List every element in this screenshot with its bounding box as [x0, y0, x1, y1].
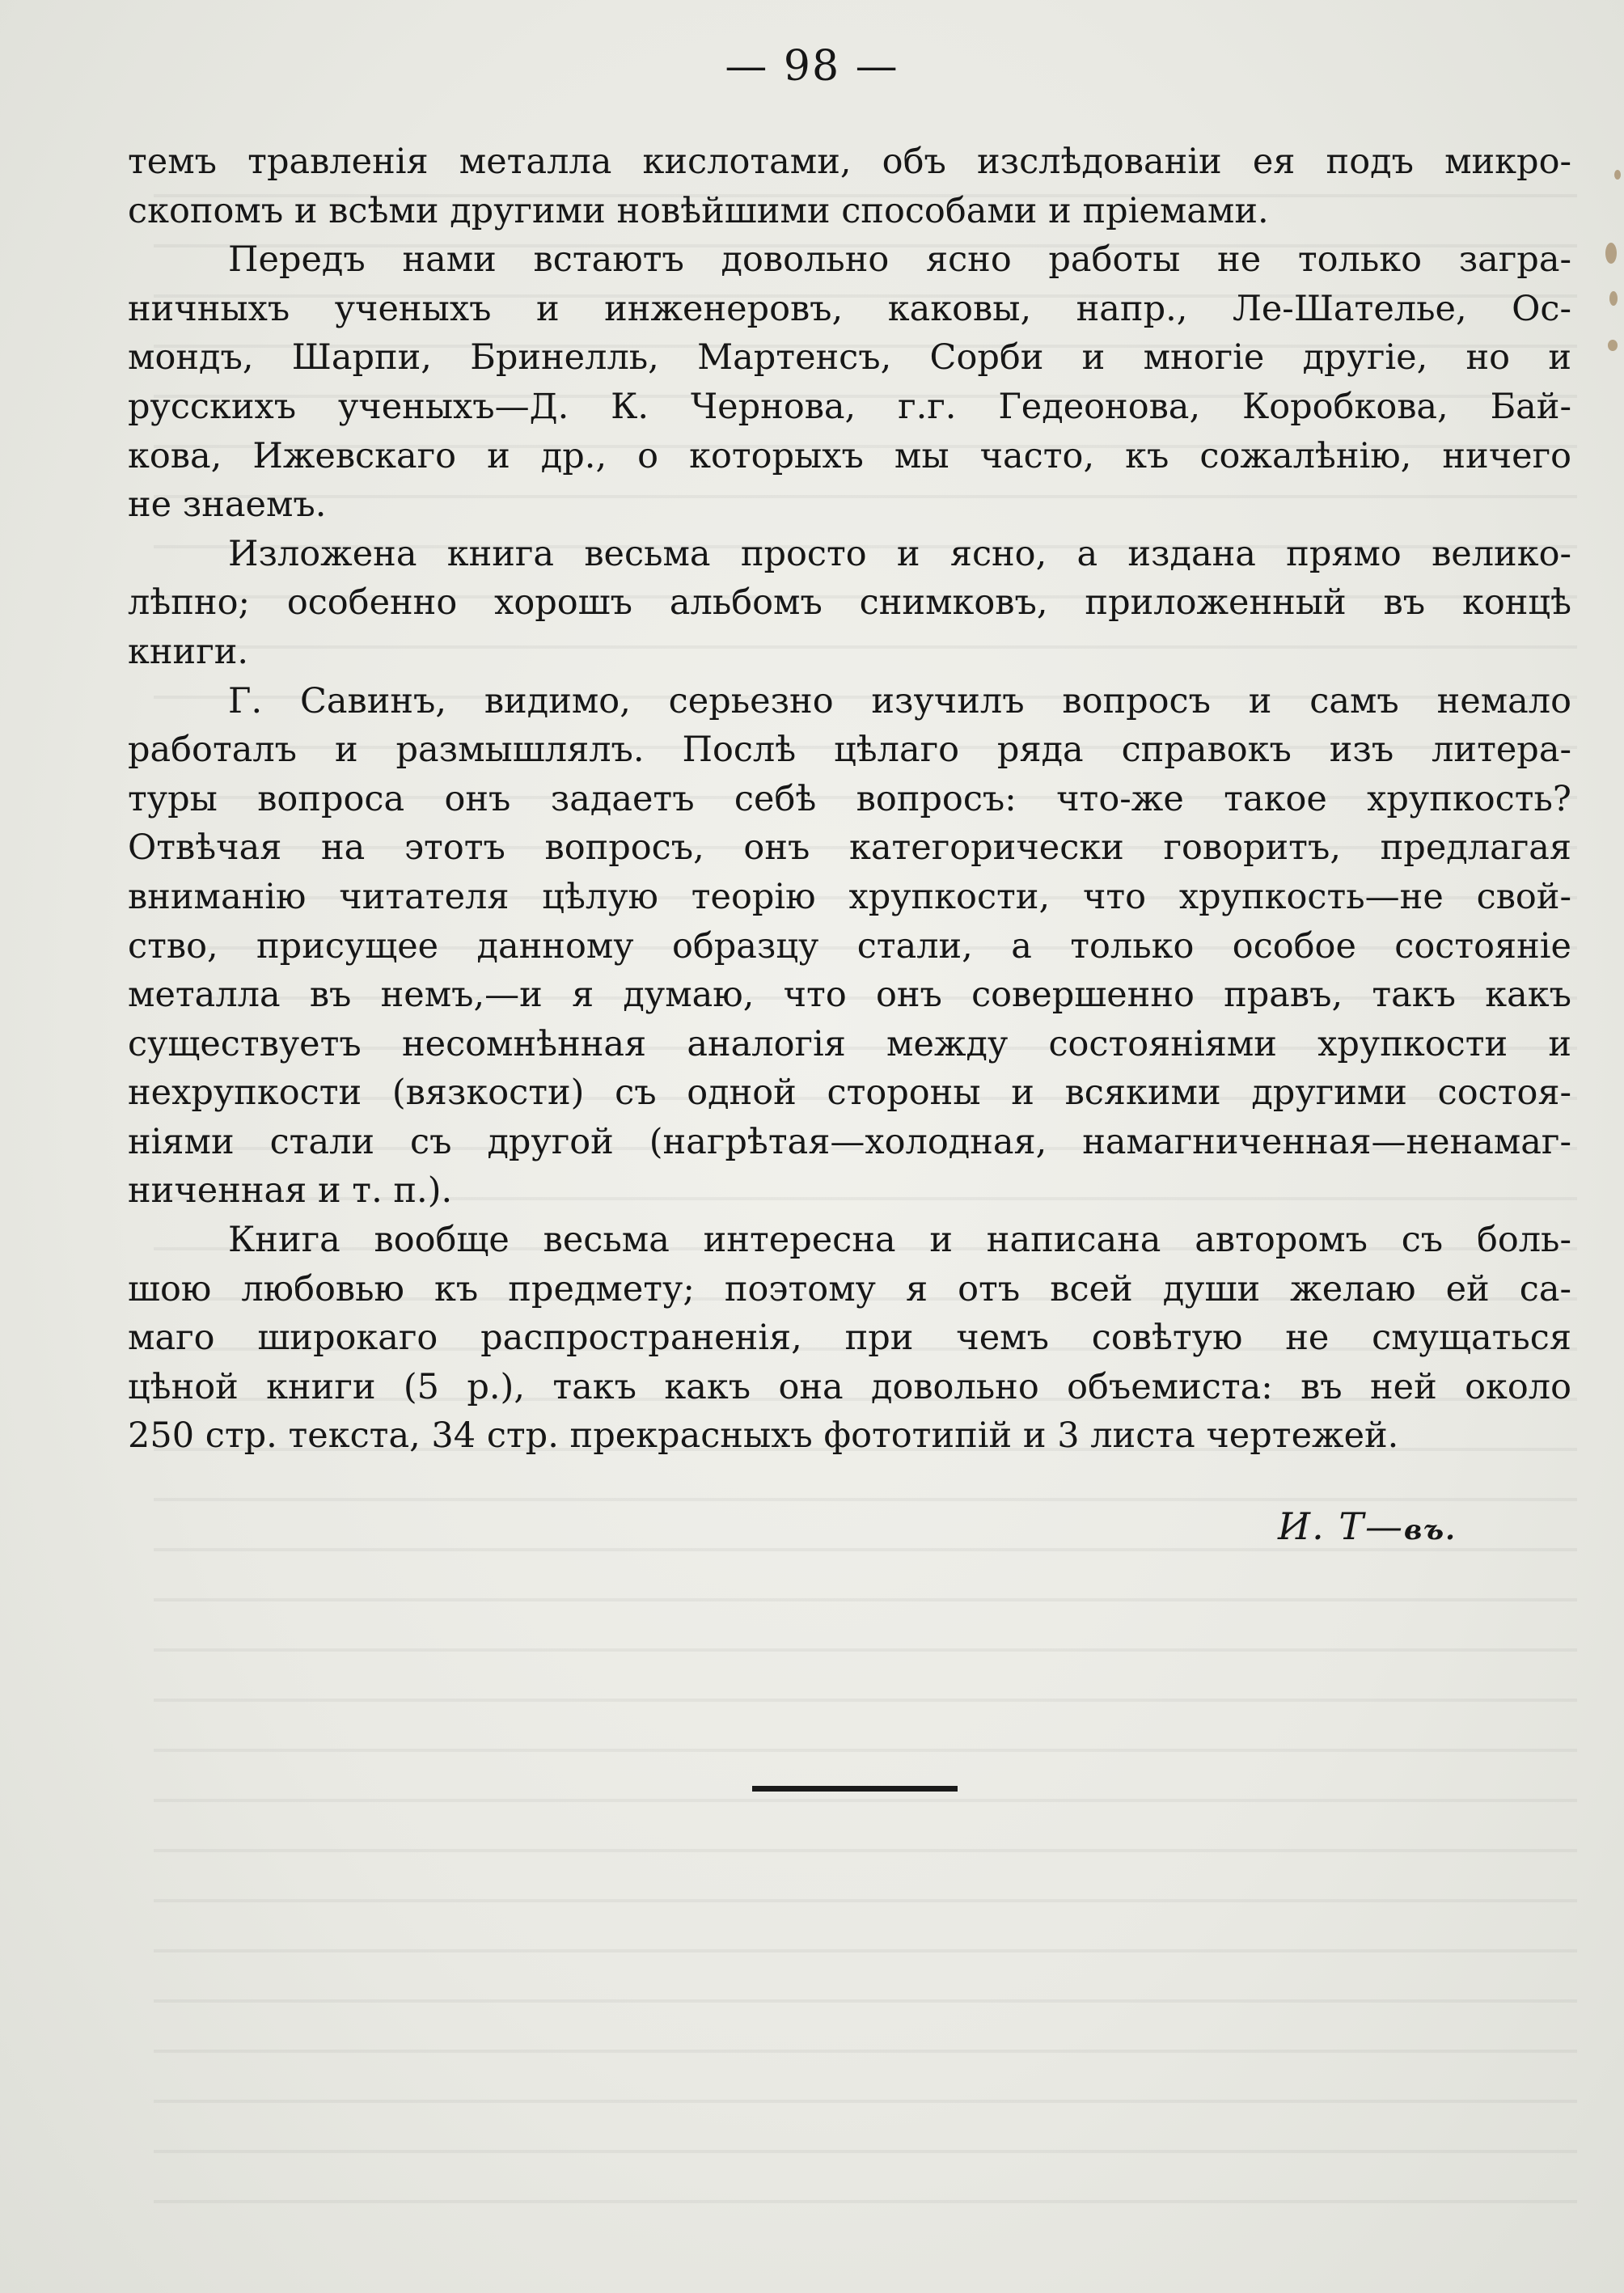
text-line — [128, 235, 1571, 285]
closing-rule — [752, 1786, 958, 1792]
page-number: — 98 — — [725, 42, 899, 91]
text-line: мондъ, Шарпи, Бринелль, Мартенсъ, Сорби и многіе другіе, но и — [128, 337, 1571, 379]
text-line: ніями стали съ другой (нагрѣтая—холодная, намагниченная—ненамаг- — [128, 1121, 1571, 1162]
text-line: не знаемъ. — [128, 484, 327, 526]
text-line: вниманію читателя цѣлую теорію хрупкости, что хрупкость—не свой- — [128, 876, 1571, 917]
signature-suffix: въ. — [1404, 1514, 1457, 1546]
text-line: скопомъ и всѣми другими новѣйшими способами и пріемами. — [128, 190, 1269, 231]
text-line: цѣной книги (5 р.), такъ какъ она довольно объемиста: въ ней около — [128, 1366, 1571, 1407]
text-line: нехрупкости (вязкости) съ одной стороны и всякими другими состоя- — [128, 1072, 1571, 1114]
text-line: шою любовью къ предмету; поэтому я отъ всей души желаю ей са- — [128, 1268, 1571, 1309]
author-signature — [1278, 1504, 1457, 1548]
signature-initials: И. Т— — [1278, 1504, 1405, 1548]
text-line-content: Изложена книга весьма просто и ясно, а издана прямо велико- — [228, 533, 1571, 574]
paragraph-4 — [128, 677, 1571, 1216]
paragraph-1 — [128, 137, 1571, 235]
paper-stain — [1605, 243, 1617, 264]
paper-stain — [1608, 340, 1618, 351]
text-line: лѣпно; особенно хорошъ альбомъ снимковъ, приложенный въ концѣ — [128, 582, 1571, 624]
text-line: книги. — [128, 631, 249, 672]
text-line: туры вопроса онъ задаетъ себѣ вопросъ: что-же такое хрупкость? — [128, 778, 1571, 819]
text-line — [128, 1216, 1571, 1265]
text-line: существуетъ несомнѣнная аналогія между состояніями хрупкости и — [128, 1023, 1571, 1064]
paper-stain — [1609, 291, 1618, 306]
paragraph-2 — [128, 235, 1571, 530]
text-line-content: Г. Савинъ, видимо, серьезно изучилъ вопросъ и самъ немало — [228, 680, 1571, 721]
text-line — [128, 677, 1571, 726]
text-line — [128, 530, 1571, 579]
paragraph-3 — [128, 530, 1571, 677]
text-line: работалъ и размышлялъ. Послѣ цѣлаго ряда справокъ изъ литера- — [128, 730, 1571, 771]
text-line-content: Книга вообще весьма интересна и написана авторомъ съ боль- — [228, 1220, 1571, 1261]
text-line: темъ травленія металла кислотами, объ изслѣдованіи ея подъ микро- — [128, 142, 1571, 182]
text-line-content: Передъ нами встаютъ довольно ясно работы не только загра- — [228, 239, 1571, 281]
paragraph-5 — [128, 1216, 1571, 1461]
text-line: русскихъ ученыхъ—Д. К. Чернова, г.г. Гедеонова, Коробкова, Бай- — [128, 386, 1571, 427]
text-line: 250 стр. текста, 34 стр. прекрасныхъ фототипій и 3 листа чертежей. — [128, 1415, 1399, 1457]
paper-stain — [1614, 170, 1621, 180]
text-line: Отвѣчая на этотъ вопросъ, онъ категорически говоритъ, предлагая — [128, 827, 1571, 869]
text-line: кова, Ижевскаго и др., о которыхъ мы часто, къ сожалѣнію, ничего — [128, 435, 1571, 476]
text-line: ниченная и т. п.). — [128, 1170, 453, 1212]
body-text — [128, 137, 1571, 1461]
text-line: металла въ немъ,—и я думаю, что онъ совершенно правъ, такъ какъ — [128, 975, 1571, 1016]
text-line: маго широкаго распространенія, при чемъ совѣтую не смущаться — [128, 1318, 1571, 1359]
text-line: ничныхъ ученыхъ и инженеровъ, каковы, напр., Ле-Шателье, Ос- — [128, 288, 1571, 329]
text-line: ство, присущее данному образцу стали, а только особое состояніе — [128, 925, 1571, 967]
